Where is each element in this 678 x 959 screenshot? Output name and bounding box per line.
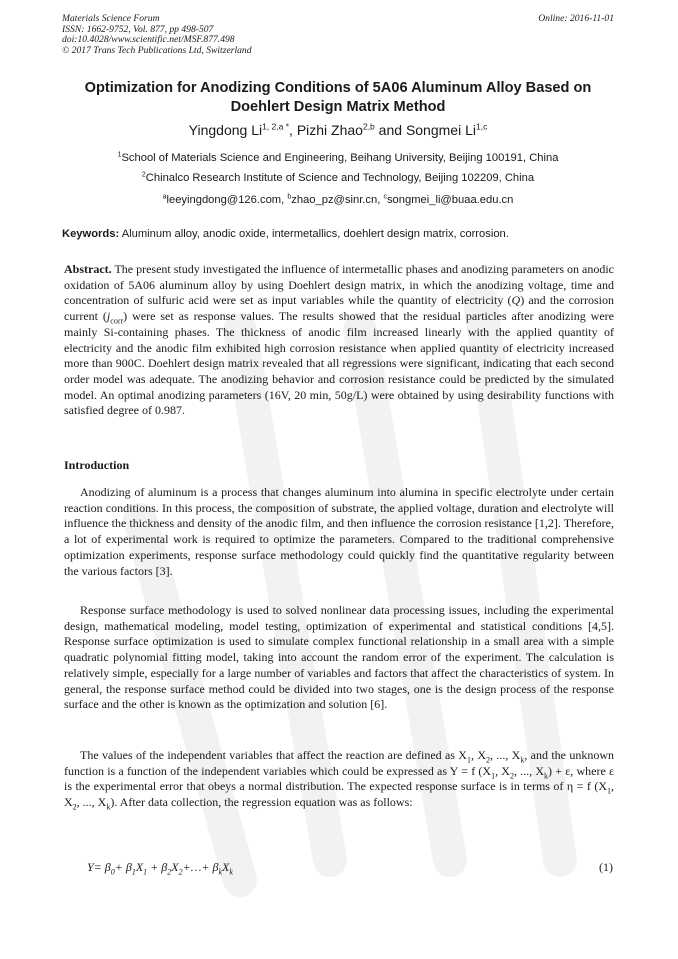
author-sup: 1, 2,a * xyxy=(262,121,290,132)
subscript: 1 xyxy=(466,755,471,765)
paper-title: Optimization for Anodizing Conditions of 5A06 Aluminum Alloy Based on Doehlert Design Matrix Method xyxy=(84,80,592,115)
eq-part: + β xyxy=(114,860,132,874)
affiliation-1 xyxy=(40,151,636,165)
text: , ..., X xyxy=(76,795,107,810)
email-sup: a xyxy=(162,193,167,201)
journal-header xyxy=(62,14,252,56)
affiliation-text: School of Materials Science and Engineering, Beihang University, Beijing 100191, China xyxy=(121,152,559,164)
eq-part: X xyxy=(135,860,144,874)
abstract-text: ) were set as response values. The results showed that the residual particles after anodizing were mainly Si-containing phases. The thickness of anodic film increased linearly with the applied quantity of electricity and the anodic film exhibited high corrosion resistance when applied quantity of electricity increased more than 900C. Doehlert design matrix revealed that all regressions were significant, indicating that each second order model was adequate. The anodizing behavior and corrosion resistance could be predicted by the simulated model. An optimal anodizing parameters (16V, 20 min, 50g/L) were obtained by using desirability functions with satisfied degree of 0.987. xyxy=(64,309,614,418)
email-link[interactable]: songmei_li@buaa.edu.cn xyxy=(386,194,514,206)
subscript: 1 xyxy=(491,771,496,781)
eq-sub: 2 xyxy=(167,867,172,877)
author-name: Yingdong Li xyxy=(188,122,263,138)
eq-sub: 1 xyxy=(131,867,136,877)
equation-1 xyxy=(87,860,233,875)
equation-number: (1) xyxy=(599,860,613,874)
subscript: 2 xyxy=(72,802,77,812)
text: ) + ε, where ε is the experimental error that obeys a normal distribution. The expected response surface is in terms of η = f (X xyxy=(64,763,615,794)
text: , X xyxy=(470,748,486,762)
copyright: © 2017 Trans Tech Publications Ltd, Switzerland xyxy=(62,44,252,56)
doi: doi:10.4028/www.scientific.net/MSF.877.498 xyxy=(62,34,235,46)
symbol-subscript: corr xyxy=(110,316,124,326)
issn: ISSN: 1662-9752, Vol. 877, pp 498-507 xyxy=(62,23,214,35)
eq-part: Y= β xyxy=(87,860,111,874)
affiliation-sup: 2 xyxy=(141,171,146,179)
eq-part: + β xyxy=(147,860,168,874)
subscript: k xyxy=(106,802,111,812)
email-sup: b xyxy=(287,193,292,201)
text: , and the unknown function is a function of the independent variables which could be expressed as Y = f (X xyxy=(64,748,615,778)
author-separator: and xyxy=(374,122,406,138)
affiliation-2 xyxy=(40,171,636,185)
affiliation-text: Chinalco Research Institute of Science and Technology, Beijing 102209, China xyxy=(145,172,535,184)
email-link[interactable]: leeyingdong@126.com, xyxy=(166,194,288,206)
authors xyxy=(60,121,616,139)
text: , X xyxy=(64,779,614,810)
eq-sub: 2 xyxy=(178,867,183,877)
author-sup: 2,b xyxy=(362,121,375,132)
abstract xyxy=(64,262,614,419)
email-sup: c xyxy=(383,193,387,201)
text: ). After data collection, the regression equation was as follows: xyxy=(110,795,413,810)
eq-sub: 0 xyxy=(110,867,115,877)
abstract-text: The present study investigated the influence of intermetallic phases and anodizing parameters on anodic oxidation of 5A06 aluminum alloy by using Doehlert design matrix, in which the anodizing voltage, time and concentration of sulfuric acid were set as input variables while the quantity of electricity ( xyxy=(64,262,614,308)
eq-part: X xyxy=(222,860,230,874)
author-sup: 1,c xyxy=(475,121,488,132)
section-heading: Introduction xyxy=(64,458,130,472)
text: , X xyxy=(495,763,510,778)
emails xyxy=(40,193,636,207)
subscript: k xyxy=(520,755,525,765)
subscript: 2 xyxy=(486,755,490,765)
subscript: 1 xyxy=(607,786,611,796)
symbol-j: j xyxy=(106,309,111,324)
eq-sub: k xyxy=(218,867,222,877)
eq-part: X xyxy=(171,860,179,874)
affiliation-sup: 1 xyxy=(117,151,122,159)
author-name: Pizhi Zhao xyxy=(296,122,363,138)
intro-paragraph-2: Response surface methodology is used to solved nonlinear data processing issues, including the experimental design, mathematical modeling, model testing, optimization of experimental and statistical conditions [4,5]. Response surface optimization is used to simulate complex functional relationship in a small area with a simple quadratic polynomial fitting model, taking into account the random error of the experiment. The calculation is relatively simple, especially for a large number of variables and factors that affect the characteristics of system. In general, the response surface method could be divided into two stages, one is the design process of the response surface and the other is known as the optimization and solution [6]. xyxy=(64,603,614,712)
abstract-text: ) and the corrosion current ( xyxy=(64,293,614,324)
keywords xyxy=(62,227,618,241)
text: , ..., X xyxy=(513,763,545,778)
text: , ..., X xyxy=(490,748,521,762)
eq-sub: 1 xyxy=(143,867,148,877)
keywords-text: Aluminum alloy, anodic oxide, intermetallics, doehlert design matrix, corrosion. xyxy=(119,228,509,240)
text: The values of the independent variables that affect the reaction are defined as X xyxy=(80,748,467,762)
intro-paragraph-3 xyxy=(64,748,614,811)
subscript: k xyxy=(544,771,549,781)
online-date: Online: 2016-11-01 xyxy=(538,13,614,24)
intro-paragraph-1: Anodizing of aluminum is a process that changes aluminum into alumina in specific electrolyte under certain reaction conditions. In this process, the composition of substrate, the applied voltage, duration and electrolyte will influence the thickness and density of the anodic film, and then influence the corrosion resistance [1,2]. Therefore, a lot of experimental work is required to optimize the parameters. Compared to the traditional comprehensive optimization experiments, response surface methodology could quickly find the quantitative regularity between the various factors [3]. xyxy=(64,485,614,578)
eq-sub: k xyxy=(229,867,233,877)
journal-name: Materials Science Forum xyxy=(62,13,160,24)
email-link[interactable]: zhao_pz@sinr.cn, xyxy=(291,194,384,206)
subscript: 2 xyxy=(509,771,514,781)
abstract-label: Abstract. xyxy=(64,262,112,276)
keywords-label: Keywords: xyxy=(62,228,120,240)
author-name: Songmei Li xyxy=(405,122,476,138)
author-separator: , xyxy=(289,122,297,138)
eq-part: +…+ β xyxy=(182,860,219,874)
symbol-q: Q xyxy=(511,293,521,308)
